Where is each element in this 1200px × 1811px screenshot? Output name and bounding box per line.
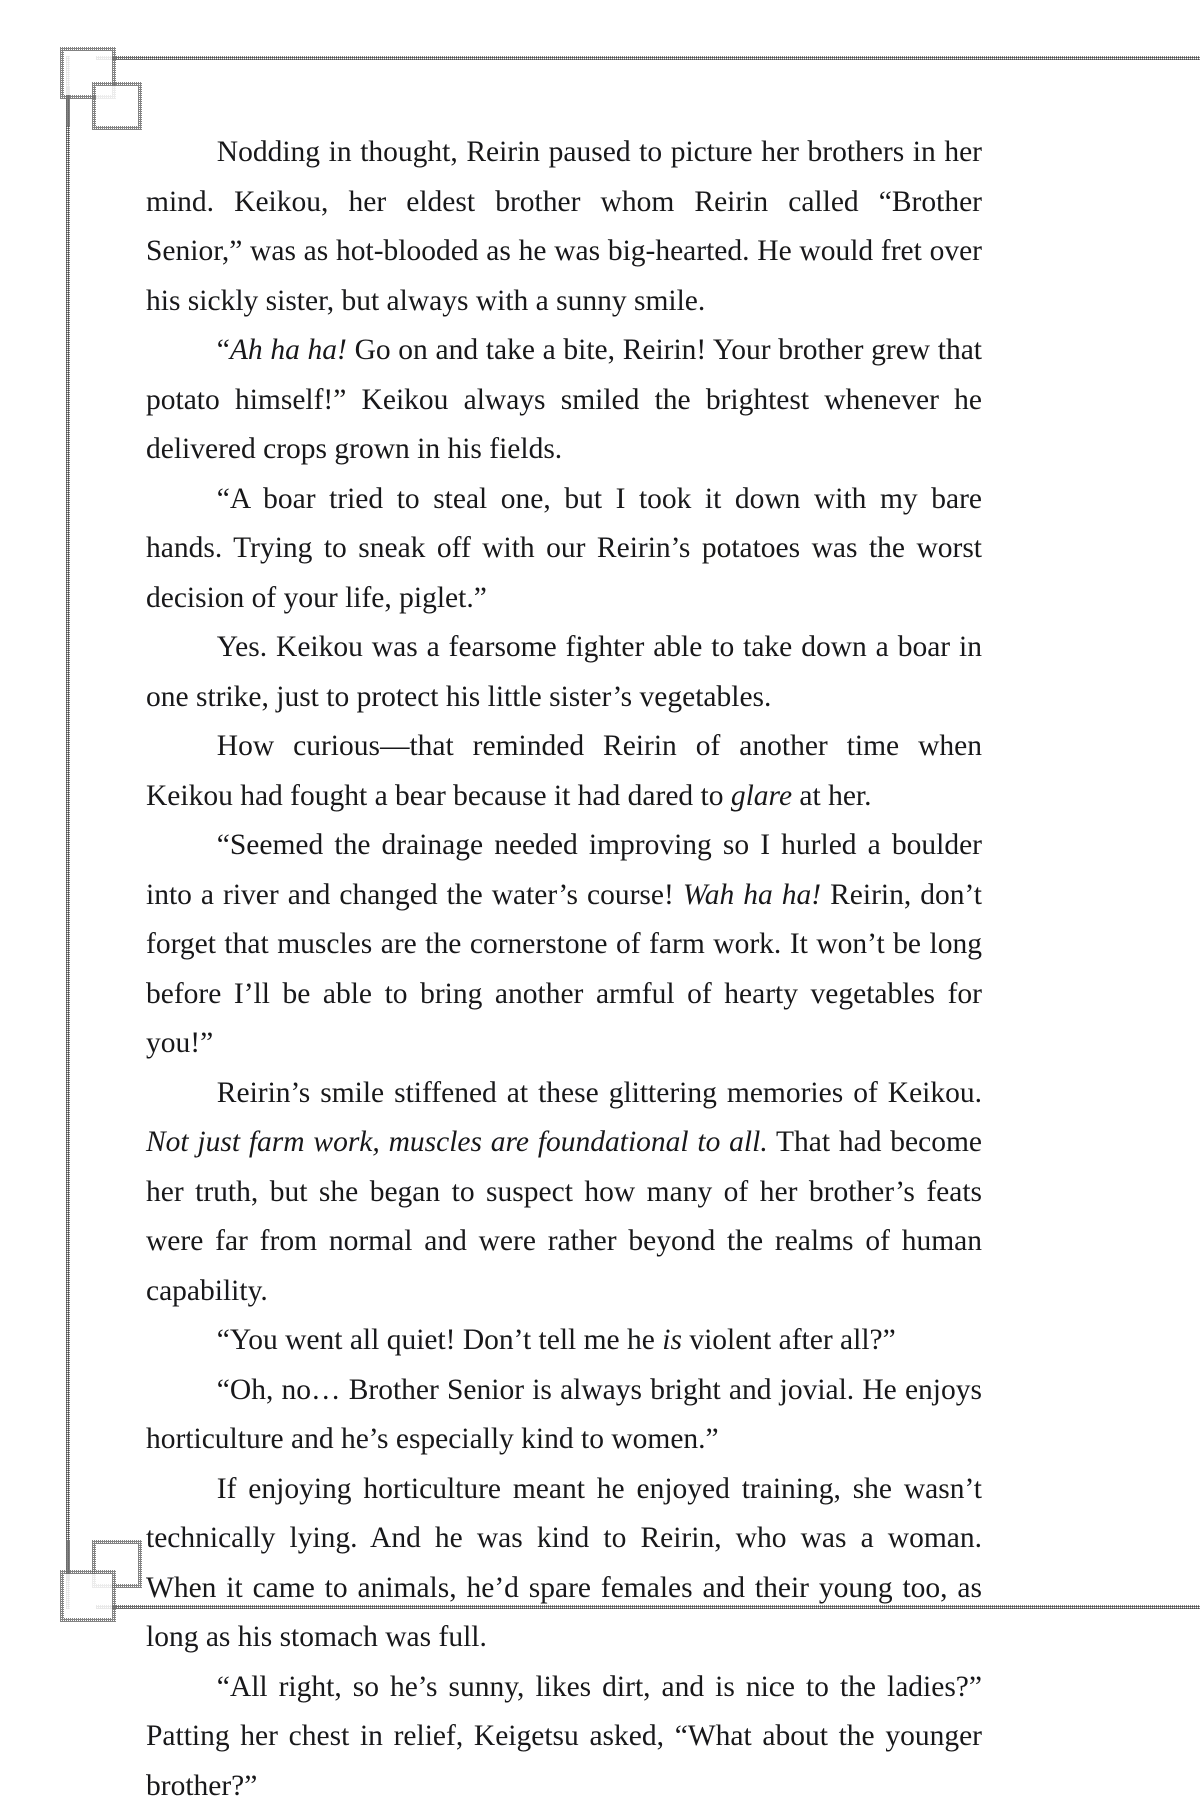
frame-left-rule	[66, 56, 70, 1609]
body-paragraph	[146, 722, 982, 821]
italic-text-run: Wah ha ha!	[683, 879, 821, 911]
corner-ornament-bottom-left-connector-vertical	[66, 1540, 70, 1580]
body-paragraph	[146, 1069, 982, 1317]
corner-ornament-top-left-connector-horizontal	[96, 56, 142, 60]
body-paragraph	[146, 475, 982, 624]
text-run: Reirin’s smile stiffened at these glittering memories of Keikou.	[217, 1077, 982, 1109]
text-run: How curious—that reminded Reirin of another time when Keikou had fought a bear because it had dared to	[146, 730, 982, 812]
text-run: violent after all?”	[682, 1324, 896, 1356]
text-run: Yes. Keikou was a fearsome fighter able to take down a boar in one strike, just to protect his little sister’s vegetables.	[146, 631, 982, 713]
body-paragraph	[146, 128, 982, 326]
corner-ornament-top-left-inner-square	[92, 82, 142, 130]
text-run: If enjoying horticulture meant he enjoyed training, she wasn’t technically lying. And he was kind to Reirin, who was a woman. When it came to animals, he’d spare females and their young too, as long as his stomach was full.	[146, 1473, 982, 1654]
italic-text-run: Not just farm work, muscles are foundational to all.	[146, 1126, 768, 1158]
text-run: That had become her truth, but she began to suspect how many of her brother’s feats were far from normal and were rather beyond the realms of human capability.	[146, 1126, 982, 1307]
text-run: “	[217, 334, 230, 366]
corner-ornament-bottom-left-outer-square	[60, 1570, 116, 1622]
corner-ornament-bottom-left-inner-square	[92, 1540, 142, 1588]
text-run: Go on and take a bite, Reirin! Your brother grew that potato himself!” Keikou always smiled the brightest whenever he delivered crops grown in his fields.	[146, 334, 982, 465]
text-run: “You went all quiet! Don’t tell me he	[217, 1324, 662, 1356]
text-run: “Oh, no… Brother Senior is always bright and jovial. He enjoys horticulture and he’s especially kind to women.”	[146, 1374, 982, 1456]
text-run: “All right, so he’s sunny, likes dirt, and is nice to the ladies?” Patting her chest in relief, Keigetsu asked, “What about the younger brother?”	[146, 1671, 982, 1802]
italic-text-run: glare	[731, 780, 792, 812]
corner-ornament-bottom-left-connector-horizontal	[96, 1605, 142, 1609]
body-paragraph	[146, 1366, 982, 1465]
italic-text-run: Ah ha ha!	[230, 334, 347, 366]
body-paragraph	[146, 623, 982, 722]
text-run: at her.	[792, 780, 871, 812]
body-paragraph	[146, 1316, 982, 1366]
body-text-column	[146, 128, 982, 1811]
corner-ornament-top-left-outer-square	[60, 47, 116, 99]
frame-top-rule	[96, 56, 1200, 60]
italic-text-run: is	[662, 1324, 682, 1356]
body-paragraph	[146, 326, 982, 475]
text-run: Reirin, don’t forget that muscles are the cornerstone of farm work. It won’t be long before I’ll be able to bring another armful of hearty vegetables for you!”	[146, 879, 982, 1060]
body-paragraph	[146, 821, 982, 1069]
body-paragraph	[146, 1465, 982, 1663]
corner-ornament-top-left-connector-vertical	[66, 86, 70, 126]
text-run: Nodding in thought, Reirin paused to picture her brothers in her mind. Keikou, her eldest brother whom Reirin called “Brother Senior,” was as hot-blooded as he was big-hearted. He would fret over his sickly sister, but always with a sunny smile.	[146, 136, 982, 317]
text-run: “A boar tried to steal one, but I took it down with my bare hands. Trying to sneak off with our Reirin’s potatoes was the worst decision of your life, piglet.”	[146, 483, 982, 614]
text-run: “Seemed the drainage needed improving so I hurled a boulder into a river and changed the water’s course!	[146, 829, 982, 911]
